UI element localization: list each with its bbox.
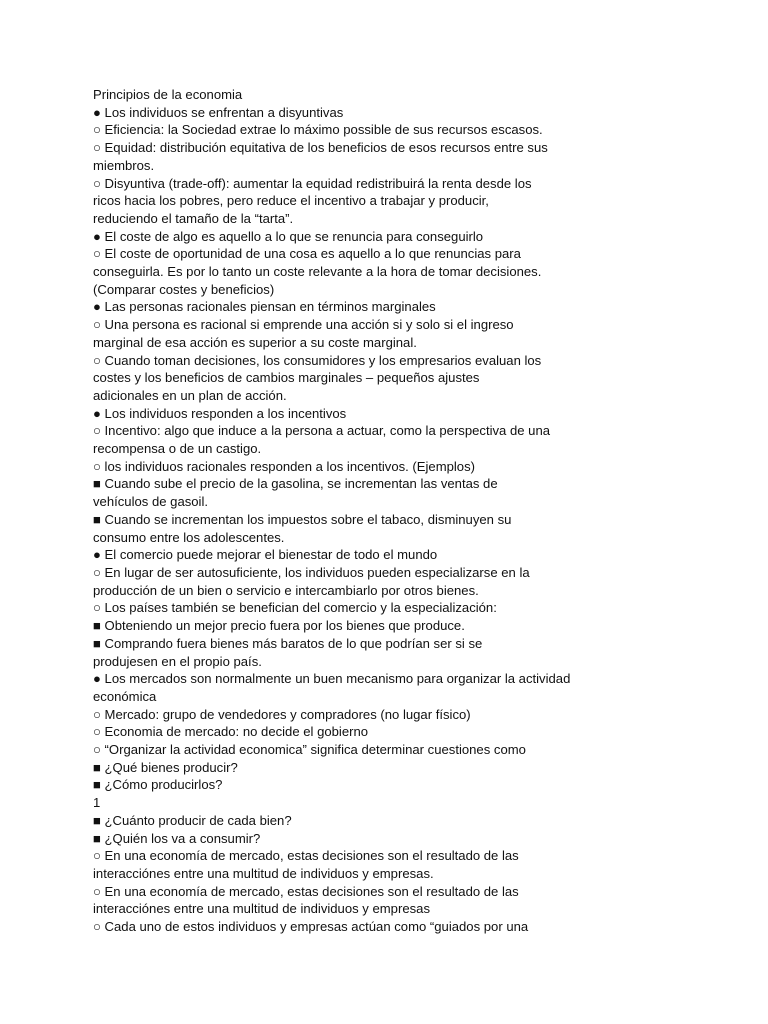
document-line: económica bbox=[93, 688, 157, 704]
document-line: ○ Economia de mercado: no decide el gobierno bbox=[93, 724, 369, 740]
document-line: ○ “Organizar la actividad economica” significa determinar cuestiones como bbox=[93, 742, 526, 758]
document-line: ■ Comprando fuera bienes más baratos de lo que podrían ser si se bbox=[93, 635, 483, 651]
document-line: ○ El coste de oportunidad de una cosa es aquello a lo que renuncias para bbox=[93, 246, 521, 262]
document-line: ● El comercio puede mejorar el bienestar de todo el mundo bbox=[93, 547, 438, 563]
document-line: ■ ¿Qué bienes producir? bbox=[93, 759, 238, 775]
document-line: costes y los beneficios de cambios marginales – pequeños ajustes bbox=[93, 370, 480, 386]
document-line: ○ Incentivo: algo que induce a la persona a actuar, como la perspectiva de una bbox=[93, 423, 551, 439]
document-line: ■ ¿Cómo producirlos? bbox=[93, 777, 223, 793]
document-line: ○ En una economía de mercado, estas decisiones son el resultado de las bbox=[93, 848, 519, 864]
document-line: reduciendo el tamaño de la “tarta”. bbox=[93, 210, 294, 226]
document-line: ○ los individuos racionales responden a los incentivos. (Ejemplos) bbox=[93, 458, 476, 474]
document-line: 1 bbox=[93, 795, 101, 811]
document-line: ● Las personas racionales piensan en términos marginales bbox=[93, 299, 436, 315]
document-line: produjesen en el propio país. bbox=[93, 653, 262, 669]
document-line: consumo entre los adolescentes. bbox=[93, 529, 285, 545]
document-line: ○ Cada uno de estos individuos y empresas actúan como “guiados por una bbox=[93, 919, 529, 935]
document-line: ○ Cuando toman decisiones, los consumidores y los empresarios evaluan los bbox=[93, 352, 542, 368]
document-line: ■ ¿Cuánto producir de cada bien? bbox=[93, 812, 292, 828]
document-line: ○ En una economía de mercado, estas decisiones son el resultado de las bbox=[93, 883, 519, 899]
document-line: ○ Eficiencia: la Sociedad extrae lo máximo possible de sus recursos escasos. bbox=[93, 122, 543, 138]
document-line: ■ Cuando se incrementan los impuestos sobre el tabaco, disminuyen su bbox=[93, 511, 512, 527]
document-line: ■ Cuando sube el precio de la gasolina, se incrementan las ventas de bbox=[93, 476, 498, 492]
document-line: ○ Los países también se benefician del comercio y la especialización: bbox=[93, 600, 497, 616]
document-line: conseguirla. Es por lo tanto un coste relevante a la hora de tomar decisiones. bbox=[93, 264, 542, 280]
document-line: ● Los mercados son normalmente un buen mecanismo para organizar la actividad bbox=[93, 671, 571, 687]
document-line: ● Los individuos se enfrentan a disyuntivas bbox=[93, 104, 344, 120]
document-line: ○ En lugar de ser autosuficiente, los individuos pueden especializarse en la bbox=[93, 564, 530, 580]
document-line: miembros. bbox=[93, 157, 155, 173]
document-line: ● El coste de algo es aquello a lo que se renuncia para conseguirlo bbox=[93, 228, 484, 244]
document-line: ricos hacia los pobres, pero reduce el incentivo a trabajar y producir, bbox=[93, 193, 489, 209]
document-body bbox=[93, 86, 653, 936]
document-line: adicionales en un plan de acción. bbox=[93, 387, 287, 403]
document-line: vehículos de gasoil. bbox=[93, 494, 209, 510]
document-line: ○ Disyuntiva (trade-off): aumentar la equidad redistribuirá la renta desde los bbox=[93, 175, 532, 191]
document-line: ○ Equidad: distribución equitativa de los beneficios de esos recursos entre sus bbox=[93, 140, 548, 156]
document-line: interacciónes entre una multitud de individuos y empresas bbox=[93, 901, 430, 917]
document-line: ○ Una persona es racional si emprende una acción si y solo si el ingreso bbox=[93, 317, 514, 333]
document-line: (Comparar costes y beneficios) bbox=[93, 281, 275, 297]
document-line: ■ Obteniendo un mejor precio fuera por los bienes que produce. bbox=[93, 618, 465, 634]
document-line: producción de un bien o servicio e intercambiarlo por otros bienes. bbox=[93, 582, 479, 598]
document-line: ○ Mercado: grupo de vendedores y compradores (no lugar físico) bbox=[93, 706, 471, 722]
document-line: ● Los individuos responden a los incentivos bbox=[93, 405, 347, 421]
document-line: ■ ¿Quién los va a consumir? bbox=[93, 830, 261, 846]
document-line: interacciónes entre una multitud de individuos y empresas. bbox=[93, 865, 434, 881]
document-line: recompensa o de un castigo. bbox=[93, 441, 262, 457]
document-line: marginal de esa acción es superior a su coste marginal. bbox=[93, 334, 417, 350]
document-title: Principios de la economia bbox=[93, 87, 243, 102]
